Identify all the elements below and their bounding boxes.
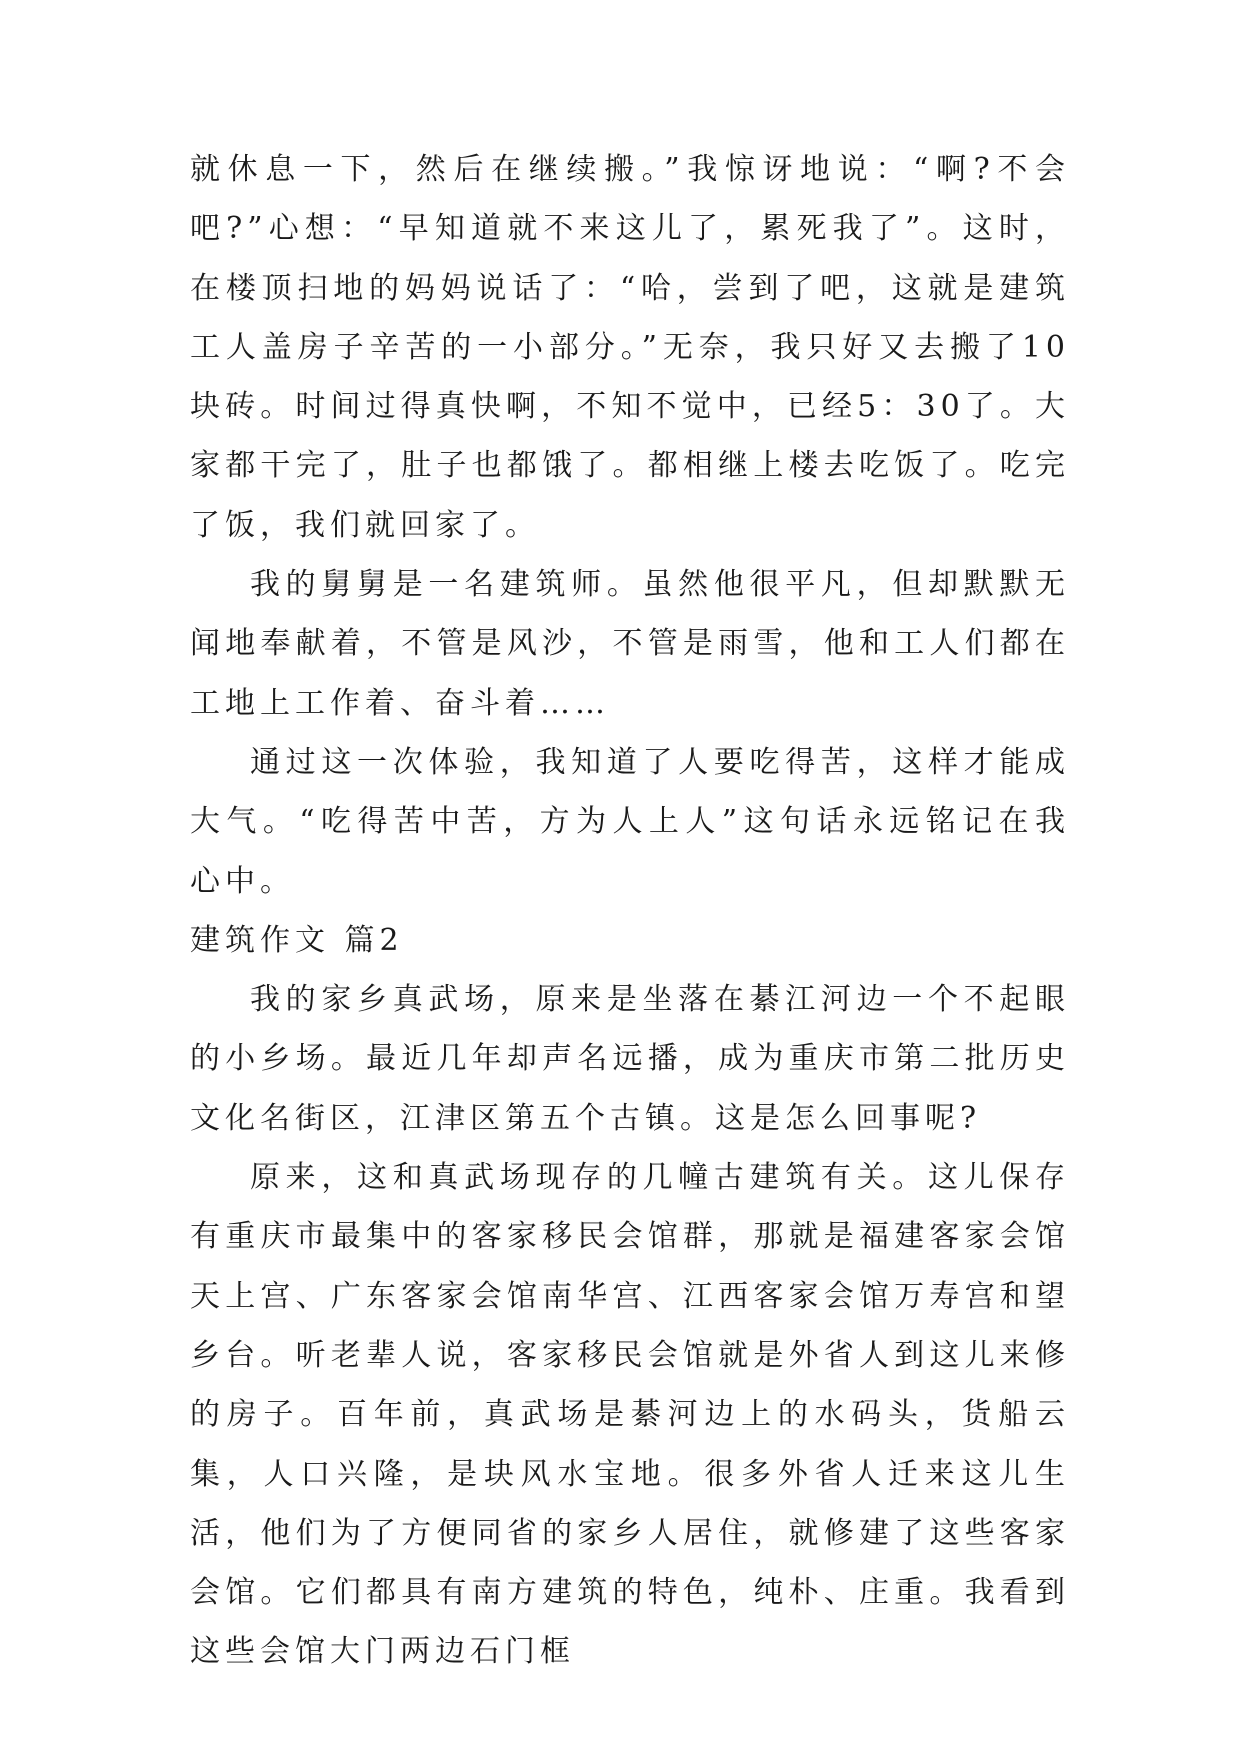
paragraph-uncle-architect: 我的舅舅是一名建筑师。虽然他很平凡，但却默默无闻地奉献着，不管是风沙，不管是雨雪，他和工人们都在工地上工作着、奋斗着…… [190, 567, 1070, 721]
paragraph-hometown: 我的家乡真武场，原来是坐落在綦江河边一个不起眼的小乡场。最近几年却声名远播，成为重庆市第二批历史文化名街区，江津区第五个古镇。这是怎么回事呢? [190, 982, 1070, 1136]
document-body [190, 140, 1070, 1682]
paragraph-guild-halls: 原来，这和真武场现存的几幢古建筑有关。这儿保存有重庆市最集中的客家移民会馆群，那就是福建客家会馆天上宫、广东客家会馆南华宫、江西客家会馆万寿宫和望乡台。听老辈人说，客家移民会馆就是外省人到这儿来修的房子。百年前，真武场是綦河边上的水码头，货船云集，人口兴隆，是块风水宝地。很多外省人迁来这儿生活，他们为了方便同省的家乡人居住，就修建了这些客家会馆。它们都具有南方建筑的特色，纯朴、庄重。我看到这些会馆大门两边石门框 [190, 1160, 1070, 1670]
section-heading: 建筑作文 篇2 [190, 922, 404, 958]
paragraph-continuation: 就休息一下，然后在继续搬。”我惊讶地说：“啊?不会吧?”心想：“早知道就不来这儿了，累死我了”。这时，在楼顶扫地的妈妈说话了：“哈，尝到了吧，这就是建筑工人盖房子辛苦的一小部分。”无奈，我只好又去搬了10块砖。时间过得真快啊，不知不觉中，已经5：30了。大家都干完了，肚子也都饿了。都相继上楼去吃饭了。吃完了饭，我们就回家了。 [190, 152, 1070, 543]
paragraph-conclusion: 通过这一次体验，我知道了人要吃得苦，这样才能成大气。“吃得苦中苦，方为人上人”这句话永远铭记在我心中。 [190, 744, 1070, 899]
